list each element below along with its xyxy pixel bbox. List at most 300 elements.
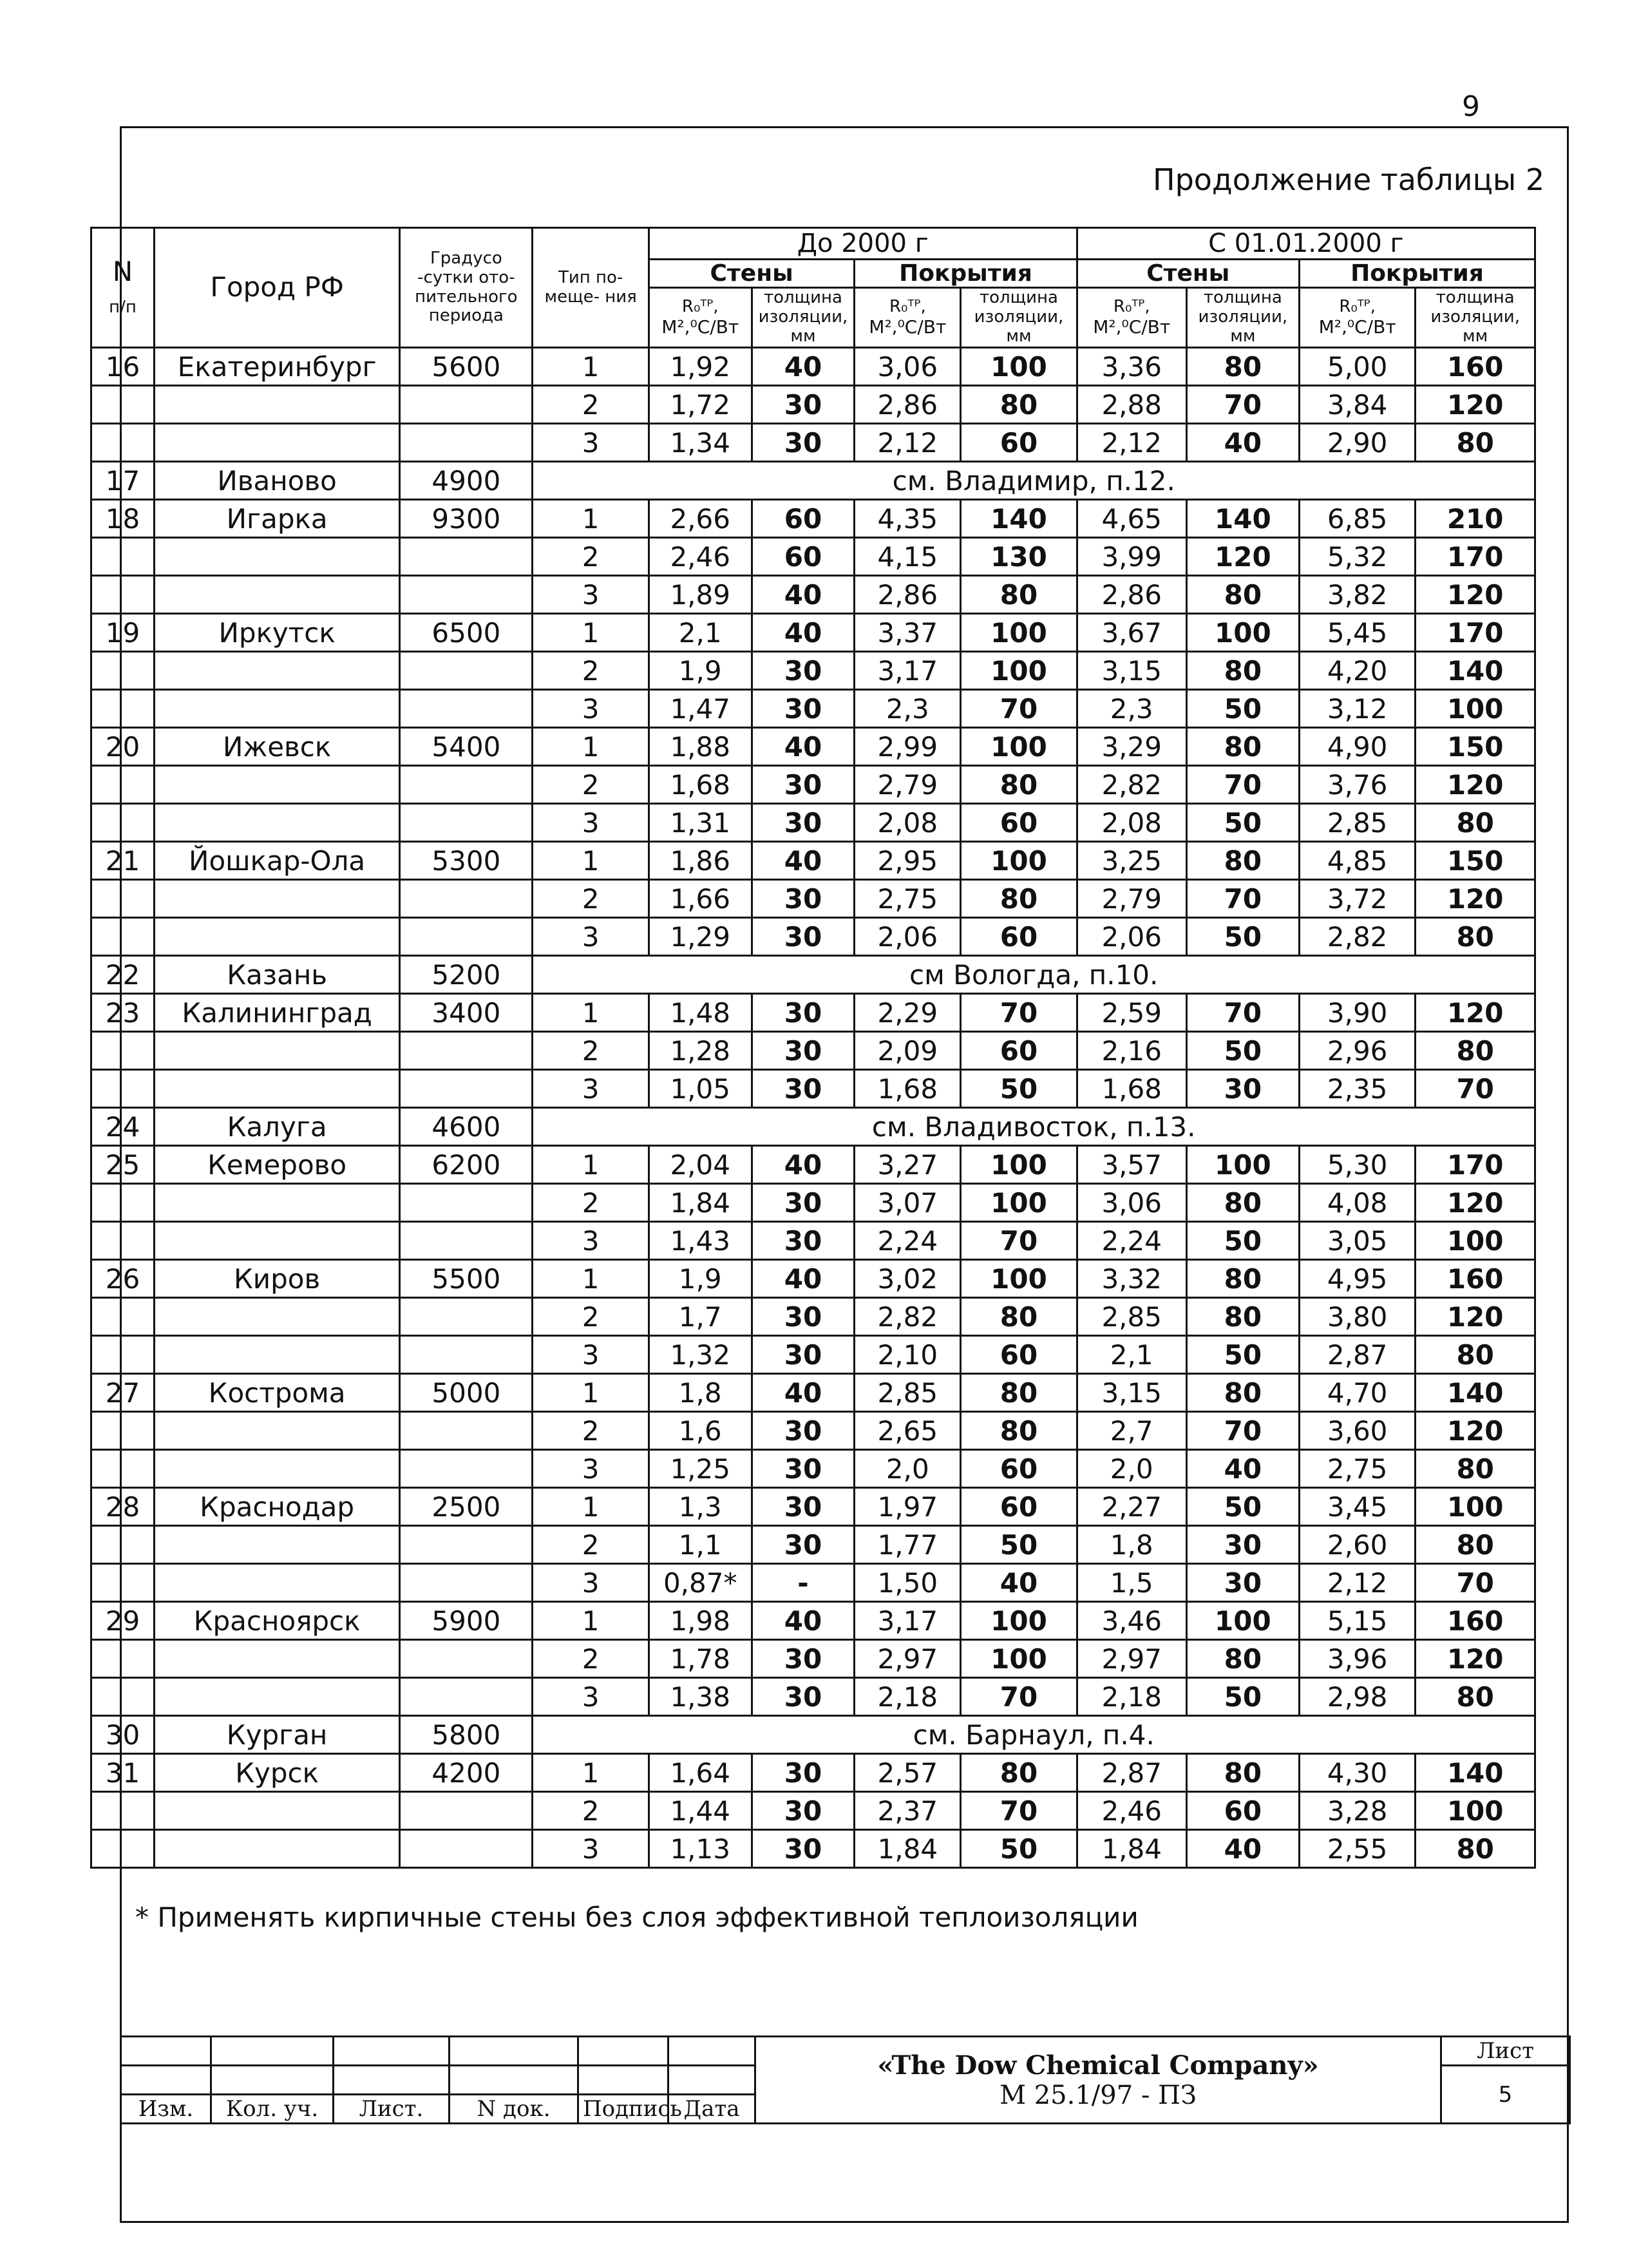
empty-cell xyxy=(400,1222,533,1260)
roof-thickness-new: 80 xyxy=(1416,1830,1535,1868)
empty-cell xyxy=(400,1336,533,1374)
empty-cell xyxy=(91,386,155,424)
wall-thickness-new: 50 xyxy=(1186,690,1299,728)
roof-r0-old: 1,50 xyxy=(855,1564,961,1602)
table-row xyxy=(91,1526,1535,1564)
header-thickness: толщина изоляции, мм xyxy=(752,288,855,348)
wall-r0-new: 2,97 xyxy=(1077,1640,1186,1678)
room-type: 3 xyxy=(533,1450,649,1488)
wall-thickness-new: 50 xyxy=(1186,1032,1299,1070)
stamp-data: Дата xyxy=(668,2095,755,2124)
empty-cell xyxy=(400,576,533,614)
roof-r0-new: 4,90 xyxy=(1299,728,1415,766)
roof-thickness-new: 80 xyxy=(1416,1526,1535,1564)
roof-r0-new: 4,08 xyxy=(1299,1184,1415,1222)
room-type: 3 xyxy=(533,424,649,462)
wall-r0-old: 1,6 xyxy=(649,1412,752,1450)
city-name: Казань xyxy=(154,956,399,994)
room-type: 3 xyxy=(533,1678,649,1716)
wall-r0-new: 4,65 xyxy=(1077,500,1186,538)
empty-cell xyxy=(91,1184,155,1222)
wall-r0-new: 2,18 xyxy=(1077,1678,1186,1716)
empty-cell xyxy=(91,1032,155,1070)
empty-cell xyxy=(400,1184,533,1222)
roof-r0-new: 3,45 xyxy=(1299,1488,1415,1526)
roof-r0-new: 3,60 xyxy=(1299,1412,1415,1450)
room-type: 1 xyxy=(533,842,649,880)
roof-r0-old: 2,57 xyxy=(855,1754,961,1792)
roof-thickness-new: 210 xyxy=(1416,500,1535,538)
empty-cell xyxy=(154,1298,399,1336)
wall-r0-new: 2,08 xyxy=(1077,804,1186,842)
wall-thickness-old: 40 xyxy=(752,576,855,614)
roof-thickness-new: 100 xyxy=(1416,690,1535,728)
empty-cell xyxy=(400,1526,533,1564)
wall-thickness-old: 30 xyxy=(752,690,855,728)
room-type: 1 xyxy=(533,994,649,1032)
empty-cell xyxy=(154,690,399,728)
table-row xyxy=(91,804,1535,842)
empty-cell xyxy=(400,918,533,956)
empty-cell xyxy=(91,576,155,614)
degree-days: 4200 xyxy=(400,1754,533,1792)
roof-thickness-new: 70 xyxy=(1416,1070,1535,1108)
city-name: Кострома xyxy=(154,1374,399,1412)
wall-thickness-new: 70 xyxy=(1186,1412,1299,1450)
wall-r0-old: 1,78 xyxy=(649,1640,752,1678)
header-roofs: Покрытия xyxy=(1299,260,1535,288)
roof-thickness-old: 100 xyxy=(961,1184,1077,1222)
wall-r0-new: 3,25 xyxy=(1077,842,1186,880)
wall-r0-old: 1,38 xyxy=(649,1678,752,1716)
city-name: Калуга xyxy=(154,1108,399,1146)
empty-cell xyxy=(154,538,399,576)
roof-r0-old: 2,86 xyxy=(855,386,961,424)
roof-r0-old: 2,65 xyxy=(855,1412,961,1450)
roof-r0-new: 5,30 xyxy=(1299,1146,1415,1184)
wall-thickness-old: 30 xyxy=(752,766,855,804)
roof-r0-old: 1,77 xyxy=(855,1526,961,1564)
table-row xyxy=(91,766,1535,804)
wall-r0-old: 1,13 xyxy=(649,1830,752,1868)
room-type: 3 xyxy=(533,1070,649,1108)
table-row xyxy=(91,538,1535,576)
empty-cell xyxy=(91,880,155,918)
table-row xyxy=(91,1070,1535,1108)
room-type: 1 xyxy=(533,1260,649,1298)
sheet-label: Лист xyxy=(1441,2037,1570,2066)
table-row xyxy=(91,880,1535,918)
room-type: 2 xyxy=(533,1640,649,1678)
roof-thickness-old: 100 xyxy=(961,1146,1077,1184)
wall-thickness-old: 30 xyxy=(752,1336,855,1374)
wall-r0-old: 1,64 xyxy=(649,1754,752,1792)
wall-thickness-new: 50 xyxy=(1186,1336,1299,1374)
roof-thickness-old: 100 xyxy=(961,614,1077,652)
reference-note: см. Владивосток, п.13. xyxy=(533,1108,1535,1146)
wall-thickness-new: 50 xyxy=(1186,1678,1299,1716)
roof-thickness-new: 140 xyxy=(1416,652,1535,690)
stamp-cell xyxy=(211,2037,334,2066)
roof-thickness-old: 80 xyxy=(961,766,1077,804)
empty-cell xyxy=(154,1032,399,1070)
roof-r0-new: 3,05 xyxy=(1299,1222,1415,1260)
stamp-cell xyxy=(334,2037,450,2066)
roof-r0-old: 2,06 xyxy=(855,918,961,956)
degree-days: 9300 xyxy=(400,500,533,538)
roof-thickness-new: 80 xyxy=(1416,1450,1535,1488)
roof-thickness-old: 50 xyxy=(961,1526,1077,1564)
stamp-kol: Кол. уч. xyxy=(211,2095,334,2124)
wall-r0-new: 3,32 xyxy=(1077,1260,1186,1298)
roof-r0-old: 2,29 xyxy=(855,994,961,1032)
empty-cell xyxy=(400,386,533,424)
wall-thickness-new: 70 xyxy=(1186,766,1299,804)
wall-r0-new: 2,87 xyxy=(1077,1754,1186,1792)
empty-cell xyxy=(91,424,155,462)
wall-thickness-new: 40 xyxy=(1186,424,1299,462)
table-row xyxy=(91,1716,1535,1754)
wall-thickness-new: 80 xyxy=(1186,652,1299,690)
reference-note: см Вологда, п.10. xyxy=(533,956,1535,994)
wall-r0-old: 1,44 xyxy=(649,1792,752,1830)
wall-thickness-old: 30 xyxy=(752,652,855,690)
empty-cell xyxy=(91,1526,155,1564)
empty-cell xyxy=(400,766,533,804)
empty-cell xyxy=(154,880,399,918)
degree-days: 5300 xyxy=(400,842,533,880)
roof-r0-old: 4,35 xyxy=(855,500,961,538)
company-name: «The Dow Chemical Company» xyxy=(877,2050,1319,2081)
table-body xyxy=(91,348,1535,1868)
empty-cell xyxy=(91,1678,155,1716)
stamp-cell xyxy=(450,2066,578,2095)
degree-days: 5500 xyxy=(400,1260,533,1298)
empty-cell xyxy=(400,1412,533,1450)
wall-r0-old: 1,05 xyxy=(649,1070,752,1108)
room-type: 3 xyxy=(533,1564,649,1602)
roof-r0-old: 2,82 xyxy=(855,1298,961,1336)
stamp-cell xyxy=(668,2037,755,2066)
wall-thickness-old: 30 xyxy=(752,1222,855,1260)
wall-r0-new: 3,29 xyxy=(1077,728,1186,766)
roof-r0-new: 3,82 xyxy=(1299,576,1415,614)
roof-r0-new: 2,85 xyxy=(1299,804,1415,842)
wall-r0-old: 1,8 xyxy=(649,1374,752,1412)
roof-thickness-new: 140 xyxy=(1416,1754,1535,1792)
empty-cell xyxy=(154,1070,399,1108)
roof-thickness-new: 120 xyxy=(1416,386,1535,424)
wall-r0-new: 3,06 xyxy=(1077,1184,1186,1222)
empty-cell xyxy=(154,576,399,614)
roof-thickness-new: 160 xyxy=(1416,348,1535,386)
degree-days: 2500 xyxy=(400,1488,533,1526)
title-block xyxy=(120,2035,1571,2124)
wall-r0-old: 2,1 xyxy=(649,614,752,652)
roof-r0-old: 2,24 xyxy=(855,1222,961,1260)
wall-thickness-new: 50 xyxy=(1186,804,1299,842)
city-name: Курган xyxy=(154,1716,399,1754)
roof-r0-old: 2,95 xyxy=(855,842,961,880)
roof-thickness-new: 70 xyxy=(1416,1564,1535,1602)
wall-r0-new: 2,82 xyxy=(1077,766,1186,804)
wall-thickness-old: 30 xyxy=(752,1184,855,1222)
wall-thickness-old: 30 xyxy=(752,1526,855,1564)
wall-r0-old: 1,29 xyxy=(649,918,752,956)
wall-thickness-old: 30 xyxy=(752,918,855,956)
stamp-company-block xyxy=(755,2037,1441,2124)
roof-thickness-old: 80 xyxy=(961,1374,1077,1412)
wall-thickness-old: 60 xyxy=(752,500,855,538)
row-number: 22 xyxy=(91,956,155,994)
room-type: 1 xyxy=(533,348,649,386)
roof-r0-new: 2,96 xyxy=(1299,1032,1415,1070)
table-row xyxy=(91,1602,1535,1640)
roof-thickness-old: 80 xyxy=(961,576,1077,614)
empty-cell xyxy=(400,1032,533,1070)
wall-thickness-new: 80 xyxy=(1186,1298,1299,1336)
header-degree-days: Градусо -сутки ото- пительного периода xyxy=(400,228,533,348)
degree-days: 5200 xyxy=(400,956,533,994)
wall-thickness-new: 60 xyxy=(1186,1792,1299,1830)
wall-r0-new: 2,46 xyxy=(1077,1792,1186,1830)
empty-cell xyxy=(91,1298,155,1336)
roof-thickness-old: 50 xyxy=(961,1830,1077,1868)
roof-r0-old: 2,3 xyxy=(855,690,961,728)
empty-cell xyxy=(154,1336,399,1374)
empty-cell xyxy=(154,1412,399,1450)
table-row xyxy=(91,1792,1535,1830)
wall-thickness-old: 30 xyxy=(752,1678,855,1716)
wall-r0-new: 2,27 xyxy=(1077,1488,1186,1526)
sheet-number: 5 xyxy=(1441,2066,1570,2124)
roof-thickness-old: 100 xyxy=(961,728,1077,766)
roof-r0-new: 3,72 xyxy=(1299,880,1415,918)
wall-r0-new: 2,59 xyxy=(1077,994,1186,1032)
empty-cell xyxy=(400,1830,533,1868)
roof-thickness-old: 130 xyxy=(961,538,1077,576)
wall-thickness-new: 120 xyxy=(1186,538,1299,576)
wall-r0-old: 1,98 xyxy=(649,1602,752,1640)
roof-thickness-old: 60 xyxy=(961,918,1077,956)
room-type: 1 xyxy=(533,1754,649,1792)
roof-thickness-new: 120 xyxy=(1416,576,1535,614)
roof-thickness-old: 70 xyxy=(961,1792,1077,1830)
city-name: Красноярск xyxy=(154,1602,399,1640)
wall-r0-old: 1,28 xyxy=(649,1032,752,1070)
row-number: 23 xyxy=(91,994,155,1032)
table-row xyxy=(91,1412,1535,1450)
wall-r0-old: 1,43 xyxy=(649,1222,752,1260)
stamp-cell xyxy=(578,2066,668,2095)
wall-r0-old: 1,7 xyxy=(649,1298,752,1336)
roof-r0-new: 2,87 xyxy=(1299,1336,1415,1374)
wall-thickness-old: 40 xyxy=(752,1146,855,1184)
empty-cell xyxy=(91,1450,155,1488)
wall-thickness-new: 80 xyxy=(1186,1754,1299,1792)
wall-r0-old: 1,84 xyxy=(649,1184,752,1222)
roof-thickness-old: 100 xyxy=(961,1640,1077,1678)
wall-thickness-old: 30 xyxy=(752,1792,855,1830)
roof-r0-new: 2,60 xyxy=(1299,1526,1415,1564)
degree-days: 6200 xyxy=(400,1146,533,1184)
room-type: 3 xyxy=(533,804,649,842)
table-row xyxy=(91,1298,1535,1336)
table-row xyxy=(91,1374,1535,1412)
roof-r0-old: 2,12 xyxy=(855,424,961,462)
roof-thickness-old: 60 xyxy=(961,424,1077,462)
wall-r0-old: 1,34 xyxy=(649,424,752,462)
roof-thickness-old: 70 xyxy=(961,690,1077,728)
wall-r0-new: 2,24 xyxy=(1077,1222,1186,1260)
degree-days: 5800 xyxy=(400,1716,533,1754)
row-number: 21 xyxy=(91,842,155,880)
header-thickness: толщина изоляции, мм xyxy=(1416,288,1535,348)
wall-r0-new: 1,84 xyxy=(1077,1830,1186,1868)
empty-cell xyxy=(400,538,533,576)
roof-thickness-old: 60 xyxy=(961,1450,1077,1488)
wall-thickness-new: 80 xyxy=(1186,576,1299,614)
roof-thickness-old: 80 xyxy=(961,1412,1077,1450)
degree-days: 5600 xyxy=(400,348,533,386)
wall-thickness-old: 30 xyxy=(752,804,855,842)
row-number: 26 xyxy=(91,1260,155,1298)
wall-r0-old: 1,47 xyxy=(649,690,752,728)
roof-r0-new: 2,75 xyxy=(1299,1450,1415,1488)
wall-thickness-new: 80 xyxy=(1186,842,1299,880)
empty-cell xyxy=(154,1450,399,1488)
row-number: 19 xyxy=(91,614,155,652)
empty-cell xyxy=(91,804,155,842)
wall-thickness-old: 30 xyxy=(752,1450,855,1488)
wall-r0-new: 2,16 xyxy=(1077,1032,1186,1070)
wall-thickness-old: 30 xyxy=(752,386,855,424)
empty-cell xyxy=(91,766,155,804)
wall-r0-new: 2,0 xyxy=(1077,1450,1186,1488)
city-name: Ижевск xyxy=(154,728,399,766)
empty-cell xyxy=(154,1640,399,1678)
roof-thickness-old: 140 xyxy=(961,500,1077,538)
page-number: 9 xyxy=(1462,90,1480,123)
table-row xyxy=(91,462,1535,500)
row-number: 29 xyxy=(91,1602,155,1640)
footnote: * Применять кирпичные стены без слоя эффективной теплоизоляции xyxy=(135,1901,1139,1933)
roof-r0-old: 2,86 xyxy=(855,576,961,614)
roof-r0-old: 2,09 xyxy=(855,1032,961,1070)
wall-r0-old: 1,31 xyxy=(649,804,752,842)
roof-r0-old: 2,79 xyxy=(855,766,961,804)
table-row xyxy=(91,1830,1535,1868)
table-row xyxy=(91,1336,1535,1374)
wall-thickness-new: 30 xyxy=(1186,1070,1299,1108)
table-row xyxy=(91,1564,1535,1602)
roof-thickness-new: 80 xyxy=(1416,804,1535,842)
roof-thickness-new: 100 xyxy=(1416,1792,1535,1830)
header-thickness: толщина изоляции, мм xyxy=(961,288,1077,348)
wall-thickness-old: 40 xyxy=(752,1602,855,1640)
room-type: 1 xyxy=(533,1602,649,1640)
empty-cell xyxy=(91,918,155,956)
degree-days: 3400 xyxy=(400,994,533,1032)
wall-thickness-old: 30 xyxy=(752,1640,855,1678)
roof-r0-new: 2,55 xyxy=(1299,1830,1415,1868)
stamp-ndok: N док. xyxy=(450,2095,578,2124)
roof-thickness-new: 140 xyxy=(1416,1374,1535,1412)
wall-thickness-old: 40 xyxy=(752,614,855,652)
stamp-list: Лист. xyxy=(334,2095,450,2124)
empty-cell xyxy=(154,918,399,956)
row-number: 30 xyxy=(91,1716,155,1754)
roof-r0-new: 3,12 xyxy=(1299,690,1415,728)
wall-thickness-new: 70 xyxy=(1186,994,1299,1032)
row-number: 27 xyxy=(91,1374,155,1412)
empty-cell xyxy=(154,1526,399,1564)
roof-r0-new: 3,28 xyxy=(1299,1792,1415,1830)
empty-cell xyxy=(400,1640,533,1678)
header-city: Город РФ xyxy=(154,228,399,348)
city-name: Екатеринбург xyxy=(154,348,399,386)
wall-thickness-old: 30 xyxy=(752,1488,855,1526)
city-name: Курск xyxy=(154,1754,399,1792)
degree-days: 5000 xyxy=(400,1374,533,1412)
table-row xyxy=(91,1222,1535,1260)
roof-thickness-new: 100 xyxy=(1416,1222,1535,1260)
roof-r0-old: 3,07 xyxy=(855,1184,961,1222)
roof-thickness-new: 80 xyxy=(1416,1032,1535,1070)
roof-r0-old: 3,02 xyxy=(855,1260,961,1298)
row-number: 31 xyxy=(91,1754,155,1792)
room-type: 3 xyxy=(533,576,649,614)
wall-thickness-new: 30 xyxy=(1186,1526,1299,1564)
header-roofs: Покрытия xyxy=(855,260,1077,288)
roof-thickness-old: 80 xyxy=(961,1754,1077,1792)
header-period-from-2000: С 01.01.2000 г xyxy=(1077,228,1535,260)
wall-thickness-old: 60 xyxy=(752,538,855,576)
wall-r0-new: 2,06 xyxy=(1077,918,1186,956)
wall-thickness-new: 100 xyxy=(1186,614,1299,652)
empty-cell xyxy=(91,690,155,728)
room-type: 1 xyxy=(533,1488,649,1526)
table-row xyxy=(91,1678,1535,1716)
wall-thickness-new: 140 xyxy=(1186,500,1299,538)
table-row xyxy=(91,1146,1535,1184)
stamp-cell xyxy=(334,2066,450,2095)
stamp-izm: Изм. xyxy=(121,2095,211,2124)
roof-thickness-old: 100 xyxy=(961,1260,1077,1298)
room-type: 1 xyxy=(533,1146,649,1184)
table-row xyxy=(91,576,1535,614)
wall-r0-old: 2,04 xyxy=(649,1146,752,1184)
room-type: 1 xyxy=(533,728,649,766)
wall-thickness-new: 80 xyxy=(1186,1260,1299,1298)
room-type: 2 xyxy=(533,1298,649,1336)
stamp-cell xyxy=(450,2037,578,2066)
empty-cell xyxy=(400,1792,533,1830)
city-name: Иваново xyxy=(154,462,399,500)
empty-cell xyxy=(91,1640,155,1678)
room-type: 2 xyxy=(533,1526,649,1564)
wall-thickness-old: 40 xyxy=(752,728,855,766)
wall-thickness-new: 50 xyxy=(1186,918,1299,956)
empty-cell xyxy=(91,1070,155,1108)
wall-thickness-new: 30 xyxy=(1186,1564,1299,1602)
room-type: 2 xyxy=(533,1412,649,1450)
roof-r0-new: 4,30 xyxy=(1299,1754,1415,1792)
row-number: 24 xyxy=(91,1108,155,1146)
roof-thickness-new: 170 xyxy=(1416,1146,1535,1184)
empty-cell xyxy=(400,804,533,842)
roof-thickness-new: 120 xyxy=(1416,1640,1535,1678)
